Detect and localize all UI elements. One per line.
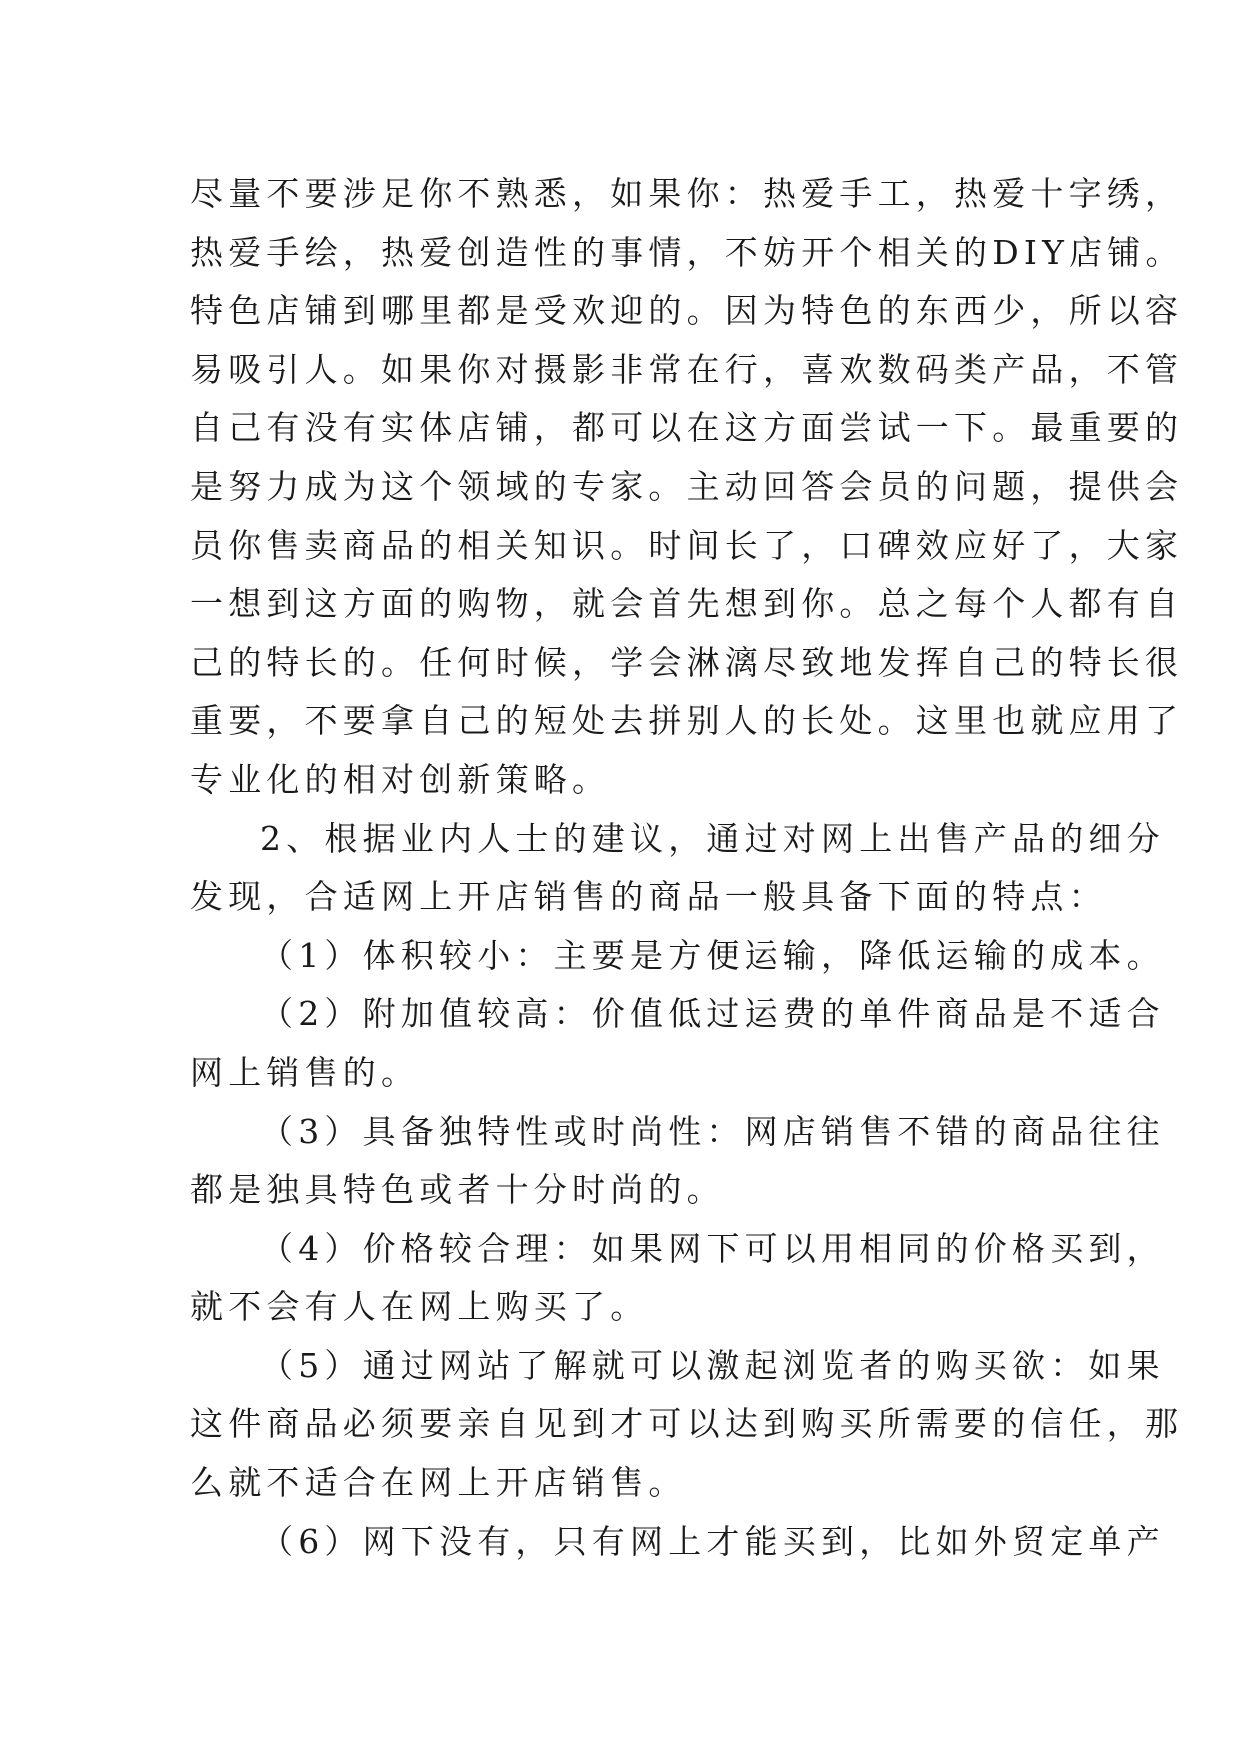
list-item: （2）附加值较高：价值低过运费的单件商品是不适合 — [260, 994, 1165, 1034]
list-item: （6）网下没有，只有网上才能买到，比如外贸定单产 — [260, 1521, 1165, 1561]
list-item: （1）体积较小：主要是方便运输，降低运输的成本。 — [260, 935, 1165, 975]
text-line: 就不会有人在网上购买了。 — [190, 1287, 649, 1327]
text-line: 重要，不要拿自己的短处去拼别人的长处。这里也就应用了 — [190, 701, 1184, 741]
text-line: 易吸引人。如果你对摄影非常在行，喜欢数码类产品，不管 — [190, 349, 1184, 389]
text-line: 2、根据业内人士的建议，通过对网上出售产品的细分 — [260, 818, 1165, 858]
list-item: （5）通过网站了解就可以激起浏览者的购买欲：如果 — [260, 1345, 1165, 1385]
list-item: （4）价格较合理：如果网下可以用相同的价格买到， — [260, 1228, 1165, 1268]
text-line: 是努力成为这个领域的专家。主动回答会员的问题，提供会 — [190, 466, 1184, 506]
text-line: 网上销售的。 — [190, 1052, 420, 1092]
text-line: 么就不适合在网上开店销售。 — [190, 1463, 687, 1503]
text-line: 专业化的相对创新策略。 — [190, 759, 611, 799]
text-line: 自己有没有实体店铺，都可以在这方面尝试一下。最重要的 — [190, 408, 1184, 448]
text-line: 员你售卖商品的相关知识。时间长了，口碑效应好了，大家 — [190, 525, 1184, 565]
text-line: 热爱手绘，热爱创造性的事情，不妨开个相关的DIY店铺。 — [190, 232, 1184, 272]
text-line: 特色店铺到哪里都是受欢迎的。因为特色的东西少，所以容 — [190, 291, 1184, 331]
document-body — [190, 165, 1184, 1571]
text-line: 己的特长的。任何时候，学会淋漓尽致地发挥自己的特长很 — [190, 642, 1184, 682]
text-line: 这件商品必须要亲自见到才可以达到购买所需要的信任，那 — [190, 1404, 1184, 1444]
text-line: 一想到这方面的购物，就会首先想到你。总之每个人都有自 — [190, 584, 1184, 624]
list-item: （3）具备独特性或时尚性：网店销售不错的商品往往 — [260, 1111, 1165, 1151]
text-line: 尽量不要涉足你不熟悉，如果你：热爱手工，热爱十字绣， — [190, 174, 1184, 213]
text-line: 发现，合适网上开店销售的商品一般具备下面的特点： — [190, 877, 1107, 917]
text-line: 都是独具特色或者十分时尚的。 — [190, 1170, 725, 1210]
